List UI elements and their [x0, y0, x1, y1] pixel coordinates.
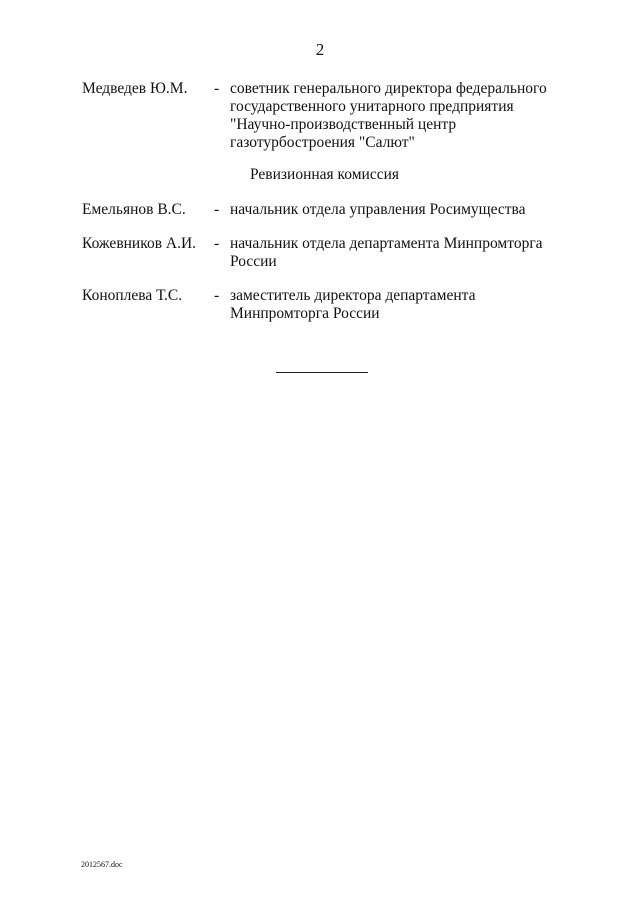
- position-line: Минпромторга России: [230, 305, 380, 322]
- position-line: советник генерального директора федерального: [230, 80, 547, 97]
- member-dash: -: [214, 287, 220, 304]
- page-number: 2: [315, 40, 325, 59]
- member-dash: -: [214, 201, 220, 218]
- member-name: Кожевников А.И.: [82, 235, 197, 252]
- member-name: Коноплева Т.С.: [82, 287, 183, 304]
- footer-filename: 2012567.doc: [81, 860, 123, 869]
- position-line: "Научно-производственный центр: [230, 116, 457, 133]
- position-line: государственного унитарного предприятия: [230, 98, 514, 115]
- position-line: начальник отдела департамента Минпромторга: [230, 235, 543, 252]
- member-position: [230, 80, 562, 152]
- position-line: России: [230, 253, 277, 270]
- member-position: [230, 287, 562, 323]
- member-position: [230, 201, 562, 219]
- member-dash: -: [214, 80, 220, 97]
- revision-commission-heading: Ревизионная комиссия: [250, 166, 400, 183]
- member-position: [230, 235, 562, 271]
- position-line: газотурбостроения "Салют": [230, 134, 415, 151]
- member-dash: -: [214, 235, 220, 252]
- member-name: Медведев Ю.М.: [82, 80, 188, 97]
- position-line: начальник отдела управления Росимущества: [230, 201, 526, 218]
- position-line: заместитель директора департамента: [230, 287, 476, 304]
- end-of-document-rule: [276, 372, 368, 373]
- member-name: Емельянов В.С.: [82, 201, 186, 218]
